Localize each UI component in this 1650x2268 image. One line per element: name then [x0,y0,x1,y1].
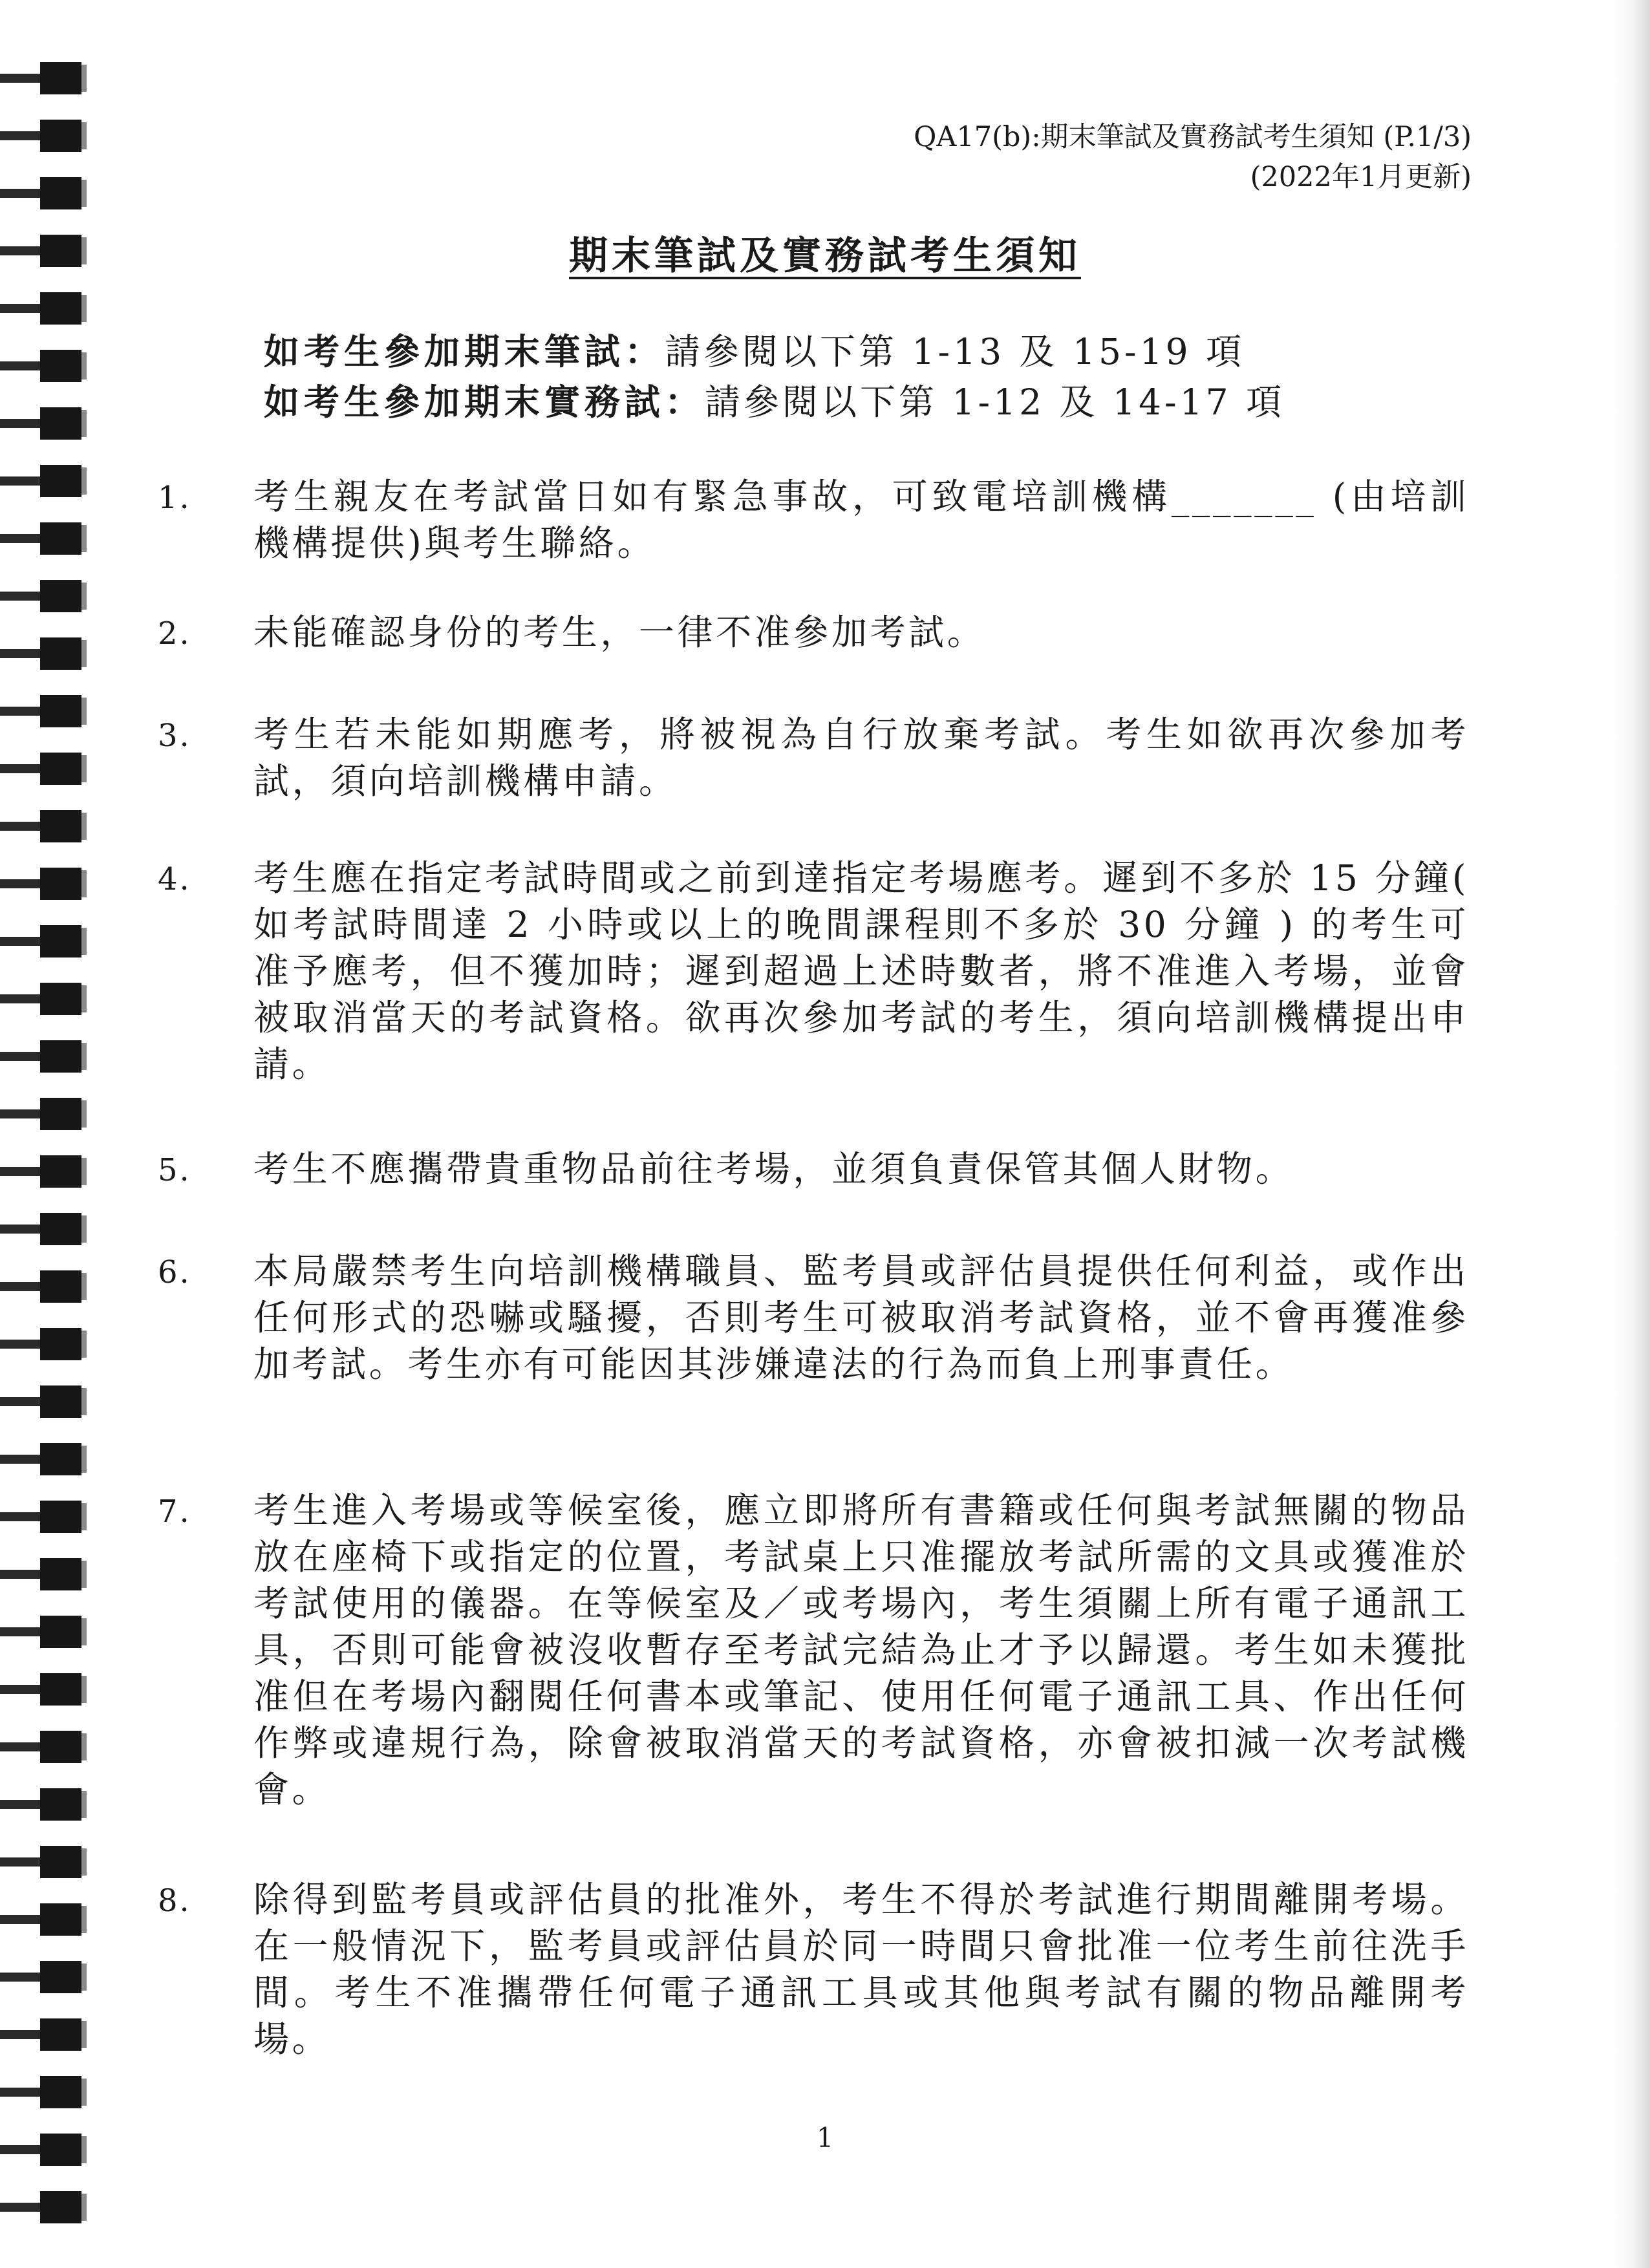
item-text: 考生不應攜帶貴重物品前往考場，並須負責保管其個人財物。 [253,1148,1294,1190]
binding-hole [40,753,81,785]
item-text: 考生進入考場或等候室後，應立即將所有書籍或任何與考試無關的物品放在座椅下或指定的位置，考試桌上只准擺放考試所需的文具或獲准於考試使用的儀器。在等候室及／或考場內，考生須關上所有電子通訊工具，否則可能會被沒收暫存至考試完結為止才予以歸還。考生如未獲批准但在考場內翻閱任何書本或筆記、使用任何電子通訊工具、作出任何作弊或違規行為，除會被取消當天的考試資格，亦會被扣減一次考試機會。 [253,1490,1469,1810]
scope-text: 請參閱以下第 1-13 及 15-19 項 [665,331,1245,372]
document-title [0,225,1650,281]
scope-lead: 如考生參加期末實務試： [264,381,705,423]
item-number: 6. [158,1254,191,1290]
binding-hole [40,1788,81,1821]
page-edge-shadow [1614,0,1650,2268]
binding-hole [40,1558,81,1590]
scope-line-practical-exam [264,374,1285,425]
binding-hole [40,1385,81,1418]
item-number: 7. [158,1493,191,1530]
item-number: 3. [158,718,191,754]
binding-hole [40,465,81,497]
binding-hole [40,1501,81,1533]
scope-lead: 如考生參加期末筆試： [264,330,665,372]
binding-hole [40,983,81,1015]
item-text: 除得到監考員或評估員的批准外，考生不得於考試進行期間離開考場。在一般情況下，監考員或評估員於同一時間只會批准一位考生前往洗手間。考生不准攜帶任何電子通訊工具或其他與考試有關的物品離開考場。 [253,1879,1469,2060]
item-text: 考生若未能如期應考，將被視為自行放棄考試。考生如欲再次參加考試，須向培訓機構申請。 [253,714,1469,802]
binding-hole [40,1731,81,1763]
item-number: 1. [158,480,191,516]
binding-hole [40,350,81,382]
binding-hole [40,2076,81,2108]
scope-line-written-exam [264,323,1245,374]
scope-text: 請參閱以下第 1-12 及 14-17 項 [705,381,1285,423]
binding-hole [40,1616,81,1648]
binding-hole [40,1098,81,1130]
binding-hole [40,407,81,440]
binding-hole [40,62,81,94]
item-text: 考生應在指定考試時間或之前到達指定考場應考。遲到不多於 15 分鐘( 如考試時間達 2 小時或以上的晚間課程則不多於 30 分鐘 ) 的考生可准予應考，但不獲加時；遲到超過上述時數者，將不准進入考場，並會被取消當天的考試資格。欲再次參加考試的考生，須向培訓機構提出申請。 [253,857,1469,1085]
binding-hole [40,1846,81,1878]
item-text: 考生親友在考試當日如有緊急事故，可致電培訓機構_______ (由培訓機構提供)與考生聯絡。 [253,476,1469,564]
binding-hole [40,580,81,612]
binding-hole [40,1040,81,1073]
binding-hole [40,292,81,325]
binding-hole [40,2191,81,2223]
revision-date: (2022年1月更新) [1250,161,1472,193]
item-number: 5. [158,1152,191,1188]
binding-hole [40,1961,81,1993]
binding-hole [40,637,81,670]
binding-hole [40,695,81,727]
binding-hole [40,1270,81,1303]
item-text: 本局嚴禁考生向培訓機構職員、監考員或評估員提供任何利益，或作出任何形式的恐嚇或騷擾，否則考生可被取消考試資格，並不會再獲准參加考試。考生亦有可能因其涉嫌違法的行為而負上刑事責任。 [253,1250,1469,1385]
binding-hole [40,177,81,209]
item-text: 未能確認身份的考生，一律不准參加考試。 [253,612,986,653]
binding-hole [40,120,81,152]
comb-binding [0,0,97,2268]
binding-hole [40,1328,81,1360]
document-code: QA17(b):期末筆試及實務試考生須知 (P.1/3) [914,121,1472,153]
binding-hole [40,1903,81,1936]
page-number: 1 [816,2122,834,2154]
binding-hole [40,2018,81,2051]
binding-hole [40,810,81,842]
binding-hole [40,522,81,555]
item-number: 4. [158,861,191,897]
item-number: 2. [158,615,191,652]
binding-hole [40,868,81,900]
document-title-text: 期末筆試及實務試考生須知 [569,233,1081,279]
binding-hole [40,1443,81,1475]
item-number: 8. [158,1883,191,1919]
binding-hole [40,1155,81,1188]
binding-hole [40,1213,81,1245]
binding-hole [40,925,81,957]
binding-hole [40,1673,81,1706]
